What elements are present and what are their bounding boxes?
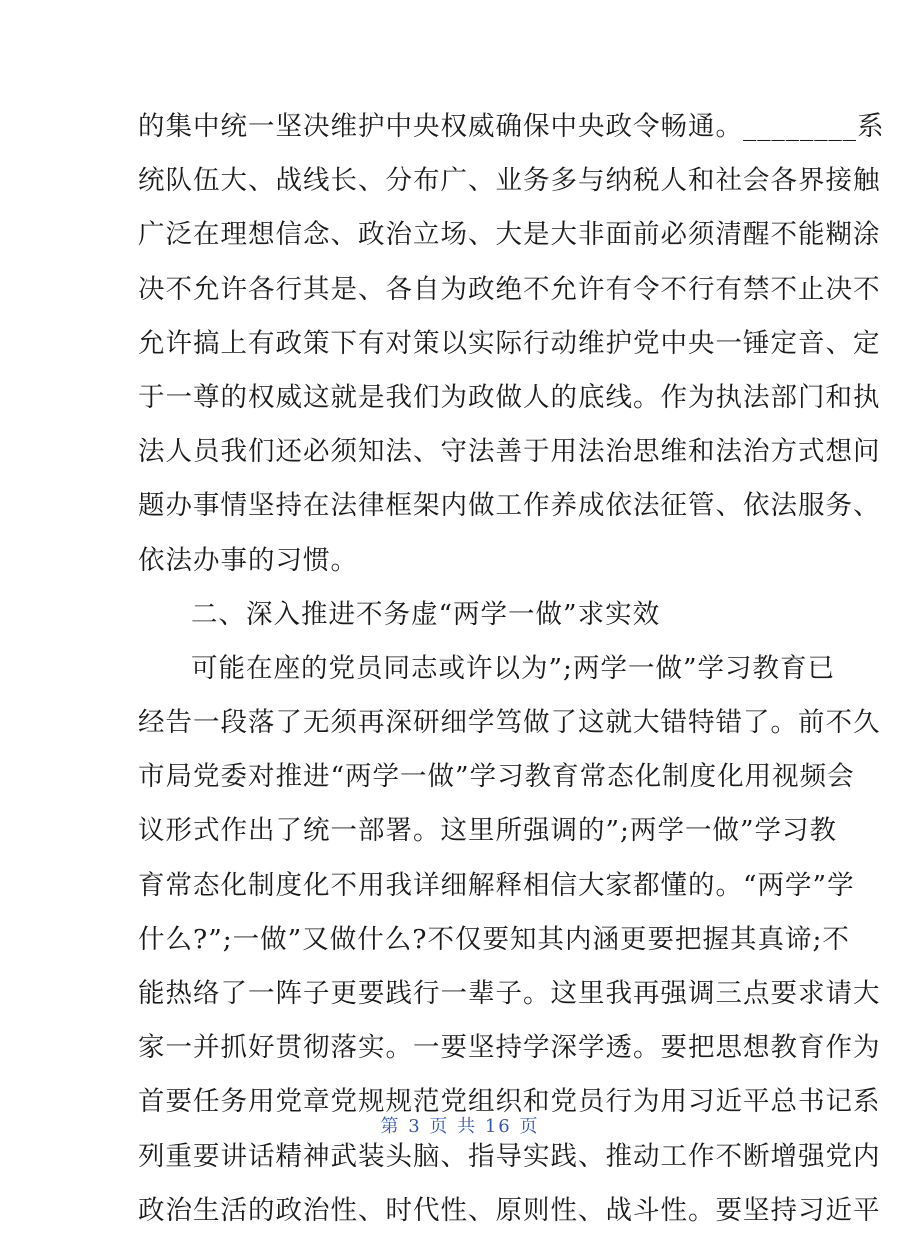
text-line: 能热络了一阵子更要践行一辈子。这里我再强调三点要求请大 xyxy=(138,978,881,1009)
text-line: 法人员我们还必须知法、守法善于用法治思维和法治方式想问 xyxy=(138,436,881,468)
paragraph-start: 可能在座的党员同志或许以为”;两学一做”学习教育已 xyxy=(191,652,836,684)
text-line: 经告一段落了无须再深研细学笃做了这就大错特错了。前不久 xyxy=(138,707,881,739)
document-body xyxy=(138,100,885,1238)
text-line: 什么?”;一做”又做什么?不仅要知其内涵更要把握其真谛;不 xyxy=(138,923,850,955)
section-heading: 二、深入推进不务虚“两学一做”求实效 xyxy=(191,598,661,630)
text-line: 议形式作出了统一部署。这里所强调的”;两学一做”学习教 xyxy=(138,815,838,847)
text-line: 题办事情坚持在法律框架内做工作养成依法征管、依法服务、 xyxy=(138,490,881,522)
text-line: 市局党委对推进“两学一做”学习教育常态化制度化用视频会 xyxy=(138,761,855,793)
page-number-footer: 第 3 页 共 16 页 xyxy=(380,1116,540,1137)
text-line: 育常态化制度化不用我详细解释相信大家都懂的。“两学”学 xyxy=(138,869,855,901)
text-line: 首要任务用党章党规规范党组织和党员行为用习近平总书记系 xyxy=(138,1086,881,1118)
text-line: 列重要讲话精神武装头脑、指导实践、推动工作不断增强党内 xyxy=(138,1140,881,1172)
text-line: 允许搞上有政策下有对策以实际行动维护党中央一锤定音、定 xyxy=(138,327,881,359)
text-line: 政治生活的政治性、时代性、原则性、战斗性。要坚持习近平 xyxy=(138,1194,881,1226)
text-line: 广泛在理想信念、政治立场、大是大非面前必须清醒不能糊涂 xyxy=(138,219,881,251)
text-line: 决不允许各行其是、各自为政绝不允许有令不行有禁不止决不 xyxy=(138,273,881,305)
text-line: 于一尊的权威这就是我们为政做人的底线。作为执法部门和执 xyxy=(138,381,881,413)
text-line: 的集中统一坚决维护中央权威确保中央政令畅通。________系 xyxy=(138,111,885,142)
text-line: 依法办事的习惯。 xyxy=(138,544,358,576)
text-line: 家一并抓好贯彻落实。一要坚持学深学透。要把思想教育作为 xyxy=(138,1032,881,1064)
text-line: 统队伍大、战线长、分布广、业务多与纳税人和社会各界接触 xyxy=(138,165,881,197)
